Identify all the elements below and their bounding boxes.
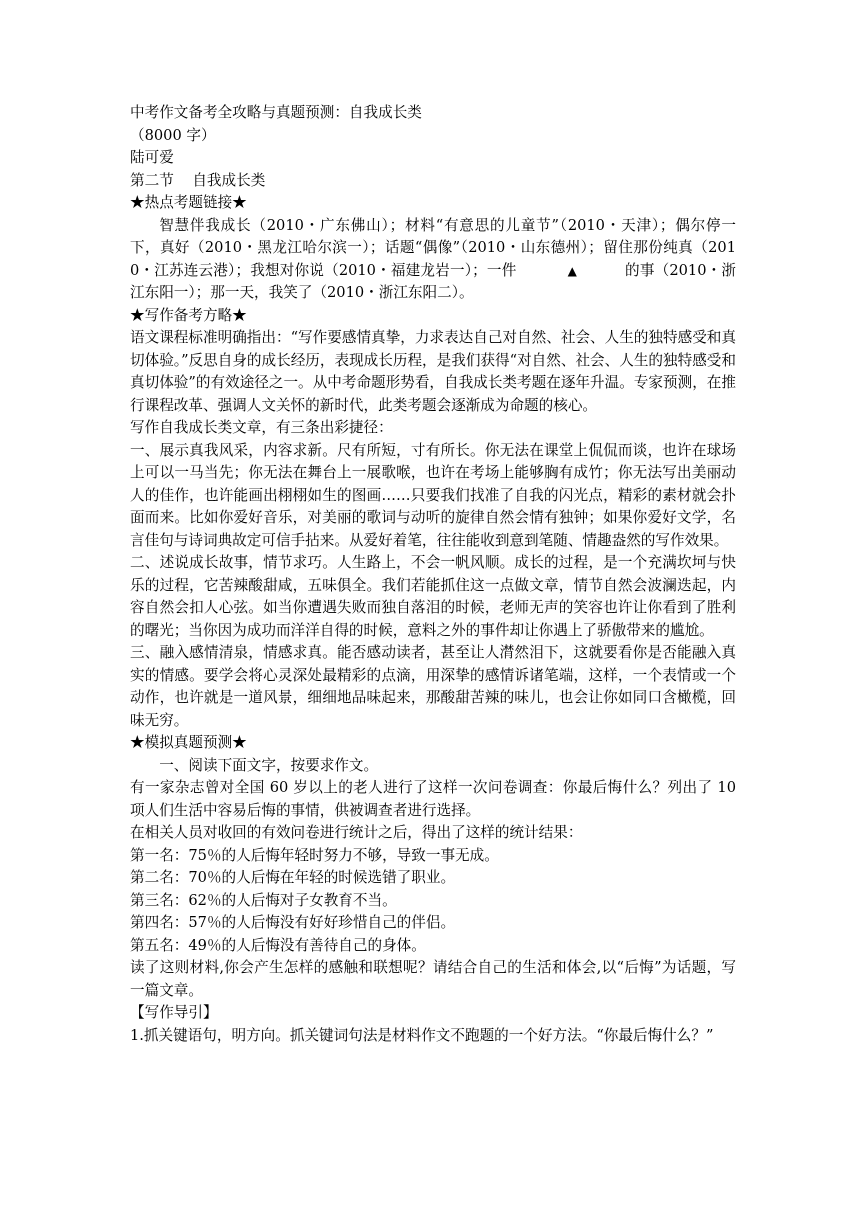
- strategy-heading: ★写作备考方略★: [130, 306, 247, 324]
- word-count: （8000 字）: [130, 126, 216, 144]
- hot-topics-text-b: 的事（2010・浙江东阳一）；那一天，我笑了（2010・浙江东阳二）。: [130, 261, 737, 301]
- strategy-paragraph-3: 一、展示真我风采，内容求新。尺有所短，寸有所长。你无法在课堂上侃侃而谈，也许在球场上可以一马当先；你无法在舞台上一展歌喉，也许在考场上能够胸有成竹；你无法写出美丽动人的佳作，也许能画出栩栩如生的图画……只要我们找准了自我的闪光点，精彩的素材就会扑面而来。比如你爱好音乐，对美丽的歌词与动听的旋律自然会情有独钟；如果你爱好文学，名言佳句与诗词典故定可信手拈来。从爱好着笔，往往能收到意到笔随、情趣盎然的写作效果。: [130, 441, 736, 549]
- mock-paragraph-2: 在相关人员对收回的有效问卷进行统计之后，得出了这样的统计结果：: [130, 824, 583, 841]
- strategy-paragraph-4: 二、述说成长故事，情节求巧。人生路上，不会一帆风顺。成长的过程，是一个充满坎坷与快乐的过程，它苦辣酸甜咸，五味俱全。我们若能抓住这一点做文章，情节自然会波澜迭起，内容自然会扣人心弦。如当你遭遇失败而独自落泪的时候，老师无声的笑容也许让你看到了胜利的曙光；当你因为成功而洋洋自得的时候，意料之外的事件却让你遇上了骄傲带来的尴尬。: [130, 554, 736, 639]
- result-item: 第二名：70％的人后悔在年轻的时候选错了职业。: [130, 869, 456, 886]
- section-title: 第二节 自我成长类: [130, 171, 266, 189]
- result-item: 第四名：57％的人后悔没有好好珍惜自己的伴侣。: [130, 914, 456, 931]
- mock-paragraph-3: 读了这则材料,你会产生怎样的感触和联想呢？请结合自己的生活和体会,以“后悔”为话题，写一篇文章。: [130, 959, 736, 999]
- strategy-paragraph-1: 语文课程标准明确指出：“写作要感情真挚，力求表达自己对自然、社会、人生的独特感受和真切体验。”反思自身的成长经历，表现成长历程，是我们获得“对自然、社会、人生的独特感受和真切体验”的有效途径之一。从中考命题形势看，自我成长类考题在逐年升温。专家预测，在推行课程改革、强调人文关怀的新时代，此类考题会逐渐成为命题的核心。: [130, 329, 736, 414]
- mock-heading: ★模拟真题预测★: [130, 734, 247, 751]
- mock-question-1: 一、阅读下面文字，按要求作文。: [159, 756, 379, 774]
- guide-paragraph-1: 1.抓关键语句，明方向。抓关键词句法是材料作文不跑题的一个好方法。“你最后悔什么？”: [130, 1026, 714, 1044]
- strategy-paragraph-2: 写作自我成长类文章，有三条出彩捷径：: [130, 419, 393, 436]
- strategy-paragraph-5: 三、融入感情清泉，情感求真。能否感动读者，甚至让人潸然泪下，这就要看你是否能融入真实的情感。要学会将心灵深处最精彩的点滴，用深挚的感情诉诸笔端，这样，一个表情或一个动作，也许就是一道风景，细细地品味起来，那酸甜苦辣的味儿，也会让你如同口含橄榄，回味无穷。: [130, 644, 736, 729]
- blank-triangle-icon: ▲: [567, 263, 577, 278]
- result-item: 第一名：75％的人后悔年轻时努力不够，导致一事无成。: [130, 846, 499, 864]
- mock-paragraph-1: 有一家杂志曾对全国 60 岁以上的老人进行了这样一次问卷调查：你最后悔什么？列出了 10 项人们生活中容易后悔的事情，供被调查者进行选择。: [130, 779, 736, 819]
- hot-topics-text-a: 智慧伴我成长（2010・广东佛山）；材料“有意思的儿童节”（2010・天津）；偶尔停一下，真好（2010・黑龙江哈尔滨一）；话题“偶像”（2010・山东德州）；留住那份纯真（2010・江苏连云港）；我想对你说（2010・福建龙岩一）；一件: [130, 216, 736, 279]
- document-title: 中考作文备考全攻略与真题预测：自我成长类: [130, 104, 422, 121]
- guide-heading: 【写作导引】: [130, 1004, 218, 1021]
- hot-topics-heading: ★热点考题链接★: [130, 194, 247, 211]
- result-item: 第五名：49％的人后悔没有善待自己的身体。: [130, 936, 426, 954]
- hot-topics-paragraph: [130, 215, 736, 305]
- author-name: 陆可爱: [130, 149, 174, 166]
- document-page: [130, 102, 736, 1047]
- result-item: 第三名：62％的人后悔对子女教育不当。: [130, 891, 397, 909]
